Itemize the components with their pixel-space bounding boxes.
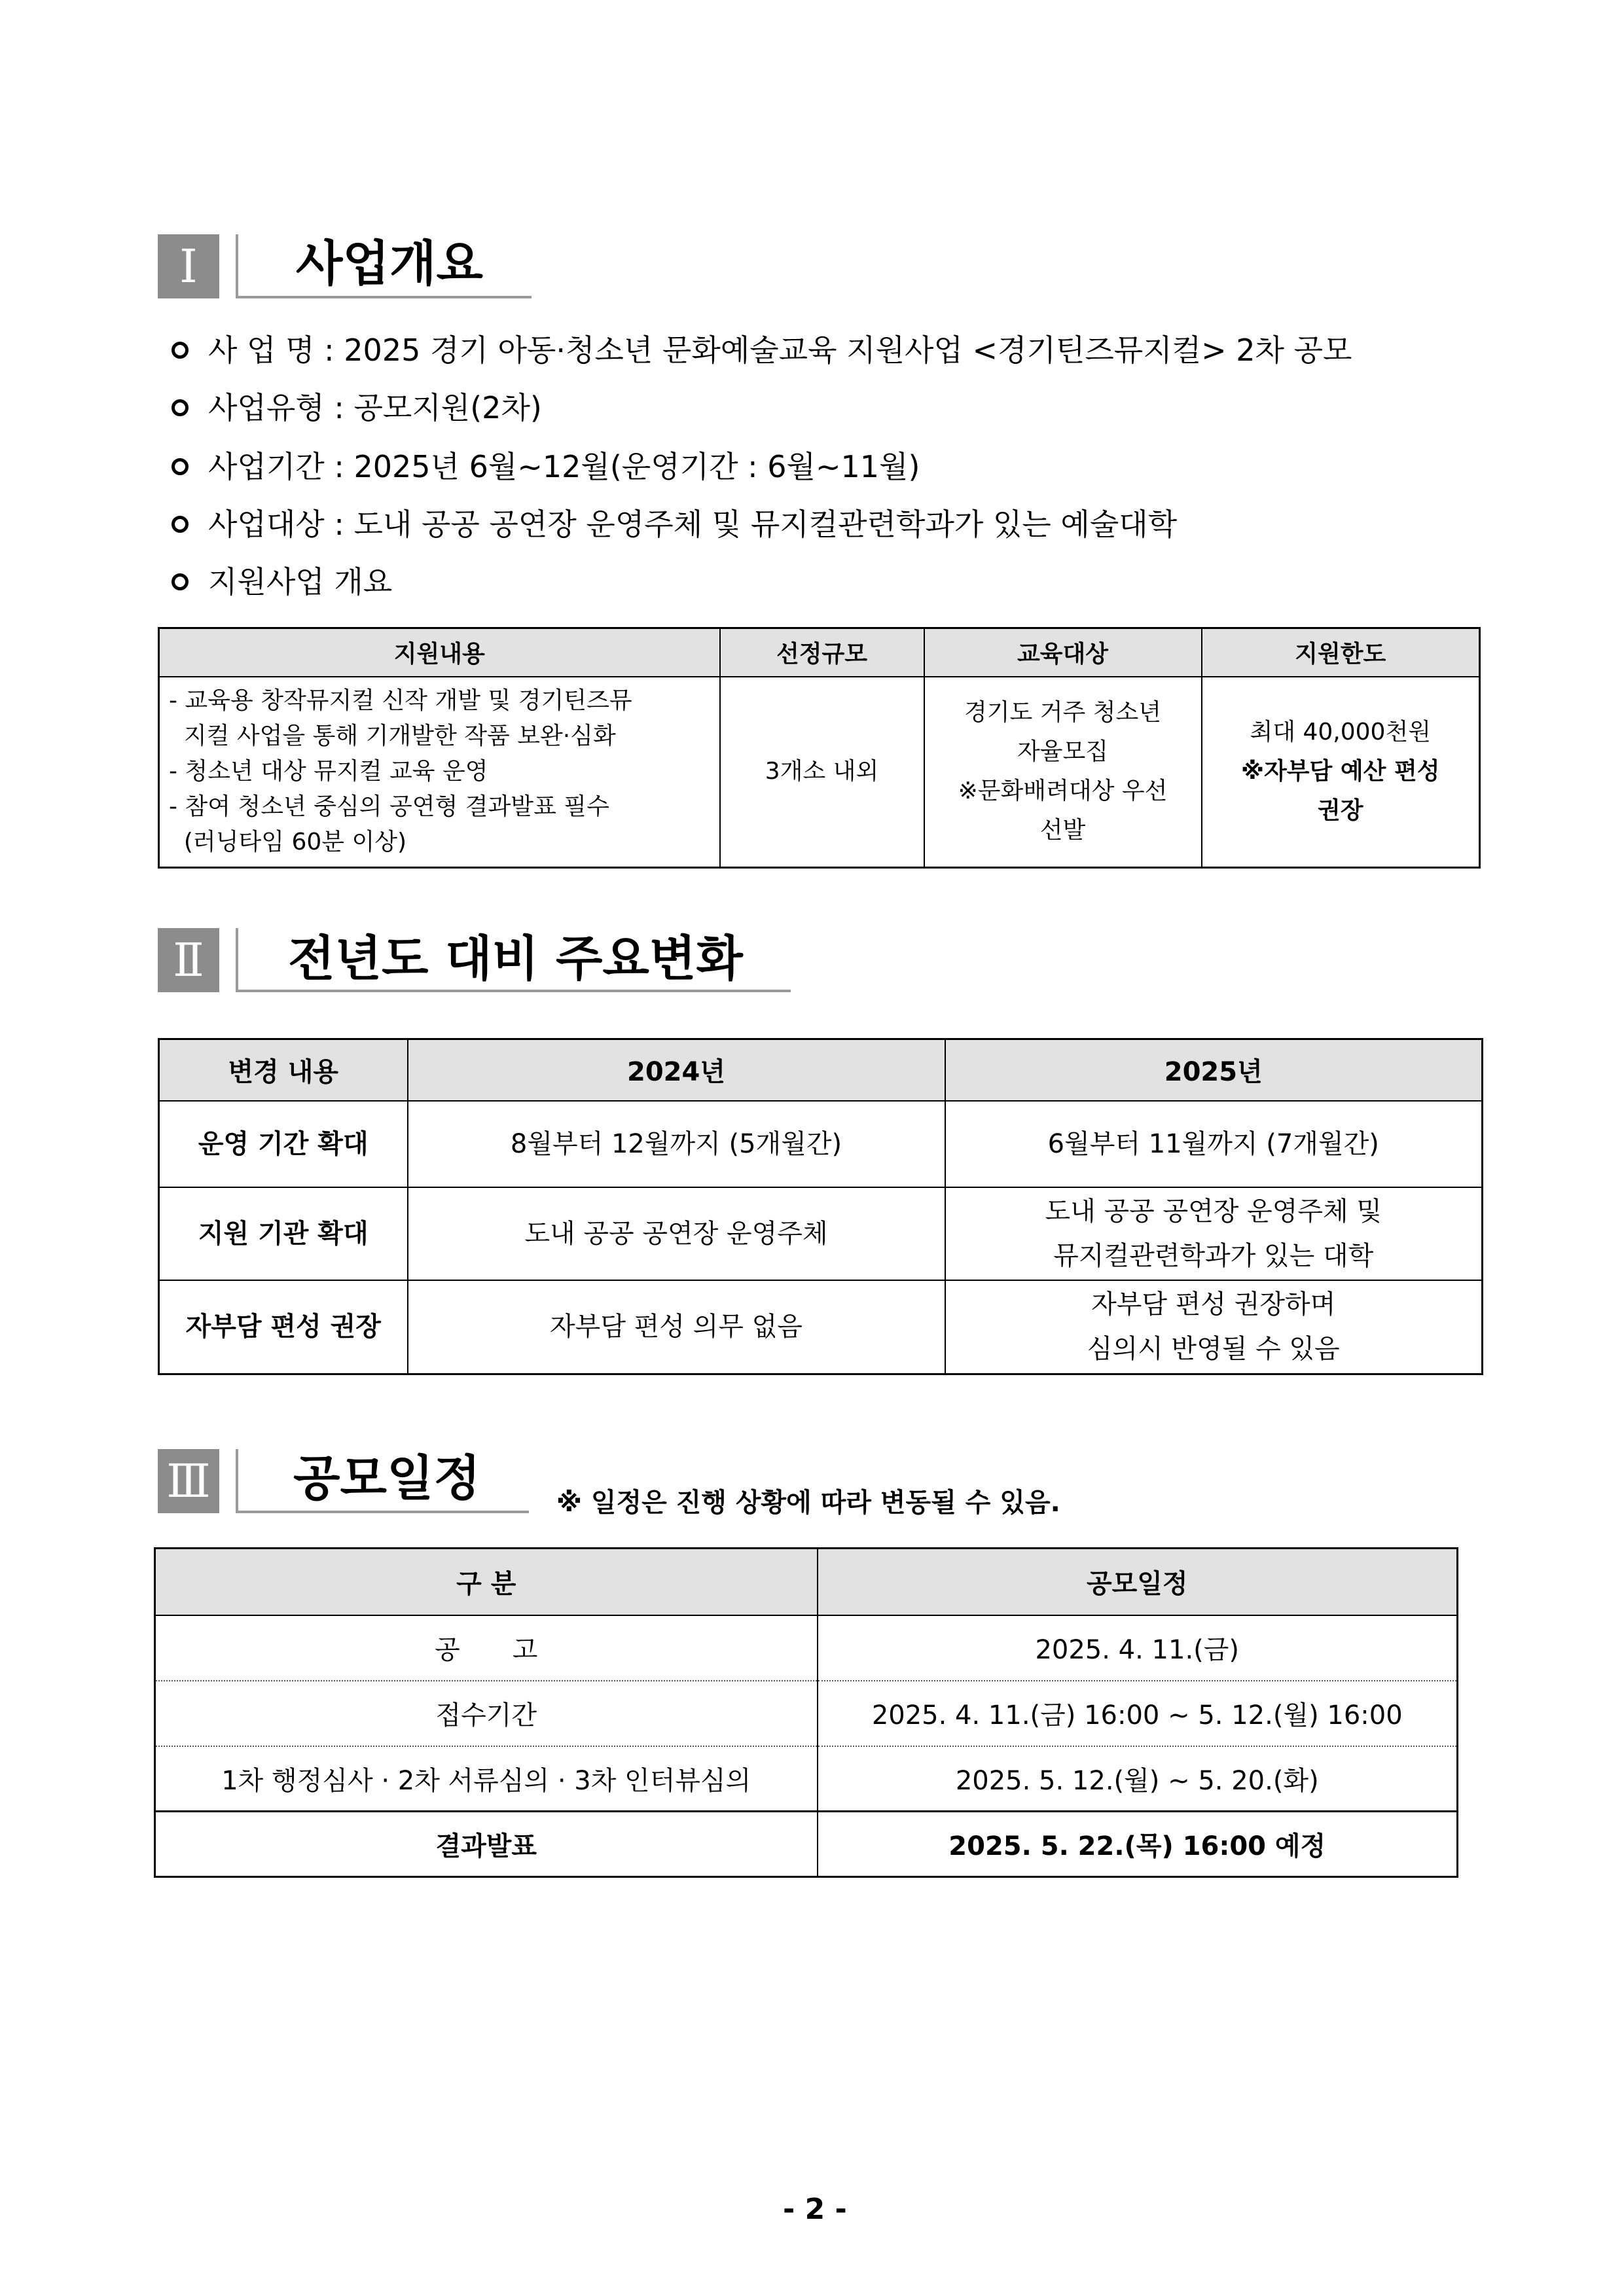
bullet-item: 사업유형 : 공모지원(2차) — [171, 393, 542, 423]
table-row: 1차 행정심사 · 2차 서류심의 · 3차 인터뷰심의 2025. 5. 12.(월) ~ 5. 20.(화) — [155, 1746, 1458, 1812]
section-2-title: 전년도 대비 주요변화 — [288, 931, 743, 987]
section-1-underline — [236, 296, 532, 298]
table-header: 교육대상 — [924, 628, 1202, 677]
bullet-item: 사업대상 : 도내 공공 공연장 운영주체 및 뮤지컬관련학과가 있는 예술대학 — [171, 509, 1177, 539]
bullet-item: 사 업 명 : 2025 경기 아동·청소년 문화예술교육 지원사업 <경기틴즈뮤지컬> 2차 공모 — [171, 335, 1352, 365]
table-row: 자부담 편성 권장 자부담 편성 의무 없음 자부담 편성 권장하며 심의시 반영될 수 있음 — [159, 1280, 1483, 1374]
table-row: 결과발표 2025. 5. 22.(목) 16:00 예정 — [155, 1812, 1458, 1877]
circle-bullet-icon — [171, 516, 189, 533]
section-3-divider — [236, 1449, 238, 1513]
page-number: - 2 - — [783, 2193, 847, 2226]
table-header: 공모일정 — [818, 1549, 1458, 1615]
table-header: 구 분 — [155, 1549, 818, 1615]
circle-bullet-icon — [171, 573, 189, 590]
support-content-cell: - 교육용 창작뮤지컬 신작 개발 및 경기틴즈뮤 지컬 사업을 통해 기개발한 작품 보완·심화 - 청소년 대상 뮤지컬 교육 운영 - 참여 청소년 중심의 공연형 결과발표 필수 (러닝타임 60분 이상) — [159, 677, 720, 868]
table-row: 운영 기간 확대 8월부터 12월까지 (5개월간) 6월부터 11월까지 (7개월간) — [159, 1101, 1483, 1187]
section-3-title: 공모일정 — [293, 1450, 480, 1507]
circle-bullet-icon — [171, 399, 189, 416]
bullet-item: 지원사업 개요 — [171, 567, 392, 597]
section-2-numeral: Ⅱ — [158, 928, 219, 992]
section-3-underline — [236, 1511, 529, 1513]
circle-bullet-icon — [171, 458, 189, 475]
section-1-numeral: Ⅰ — [158, 234, 219, 298]
table-row: 접수기간 2025. 4. 11.(금) 16:00 ~ 5. 12.(월) 16:00 — [155, 1681, 1458, 1746]
table-header: 2024년 — [408, 1039, 945, 1101]
table-header: 변경 내용 — [159, 1039, 408, 1101]
schedule-note: ※ 일정은 진행 상황에 따라 변동될 수 있음. — [556, 1488, 1060, 1518]
table-row: 지원 기관 확대 도내 공공 공연장 운영주체 도내 공공 공연장 운영주체 및 뮤지컬관련학과가 있는 대학 — [159, 1187, 1483, 1280]
section-3-numeral: Ⅲ — [158, 1449, 219, 1513]
selection-scale-cell: 3개소 내외 — [720, 677, 924, 868]
table-header: 선정규모 — [720, 628, 924, 677]
support-overview-table — [158, 627, 1481, 869]
schedule-table — [154, 1547, 1458, 1878]
section-1-divider — [236, 234, 238, 298]
bullet-item: 사업기간 : 2025년 6월~12월(운영기간 : 6월~11월) — [171, 452, 920, 482]
section-2-underline — [236, 990, 791, 992]
education-target-cell: 경기도 거주 청소년 자율모집 ※문화배려대상 우선 선발 — [924, 677, 1202, 868]
support-limit-cell: 최대 40,000천원 ※자부담 예산 편성 권장 — [1202, 677, 1480, 868]
table-header: 2025년 — [945, 1039, 1483, 1101]
table-row: 공 고 2025. 4. 11.(금) — [155, 1615, 1458, 1681]
section-2-divider — [236, 928, 238, 992]
changes-table — [158, 1038, 1483, 1375]
table-header: 지원한도 — [1202, 628, 1480, 677]
circle-bullet-icon — [171, 342, 189, 359]
table-header: 지원내용 — [159, 628, 720, 677]
section-1-title: 사업개요 — [296, 236, 483, 292]
